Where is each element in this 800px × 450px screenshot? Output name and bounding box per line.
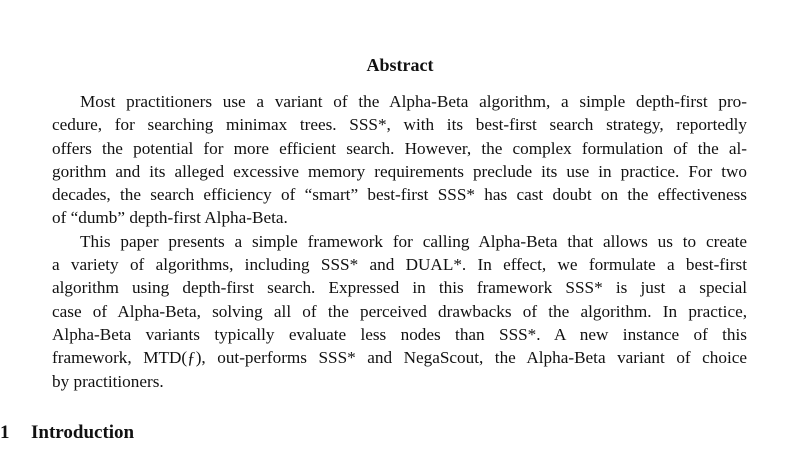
text-line: by practitioners. [52,371,164,391]
text-line: This paper presents a simple framework for calling Alpha-Beta that allows us to create [80,231,747,251]
section-title: Introduction [31,422,135,443]
abstract-heading: Abstract [366,55,434,75]
section-heading [0,421,134,445]
abstract-paragraph-1 [52,90,747,230]
text-line: offers the potential for more efficient search. However, the complex formulation of the al- [52,138,747,158]
text-line: cedure, for searching minimax trees. SSS*, with its best-first search strategy, reportedly [52,115,747,135]
text-line: of “dumb” depth-first Alpha-Beta. [52,208,288,228]
text-line: Most practitioners use a variant of the Alpha-Beta algorithm, a simple depth-first pro- [80,92,747,111]
text-line: gorithm and its alleged excessive memory requirements preclude its use in practice. For two [52,161,747,181]
abstract-body [52,90,747,393]
abstract-paragraph-2 [52,230,747,393]
text-line: a variety of algorithms, including SSS* and DUAL*. In effect, we formulate a best-first [52,255,747,275]
text-line: Alpha-Beta variants typically evaluate less nodes than SSS*. A new instance of this [52,324,747,344]
text-line: algorithm using depth-first search. Expressed in this framework SSS* is just a special [52,278,747,298]
text-line: decades, the search efficiency of “smart” best-first SSS* has cast doubt on the effectiveness [52,185,747,205]
text-line: framework, MTD(ƒ), out-performs SSS* and NegaScout, the Alpha-Beta variant of choice [52,348,747,368]
text-line: case of Alpha-Beta, solving all of the perceived drawbacks of the algorithm. In practice, [52,301,747,321]
section-number: 1 [0,422,10,443]
